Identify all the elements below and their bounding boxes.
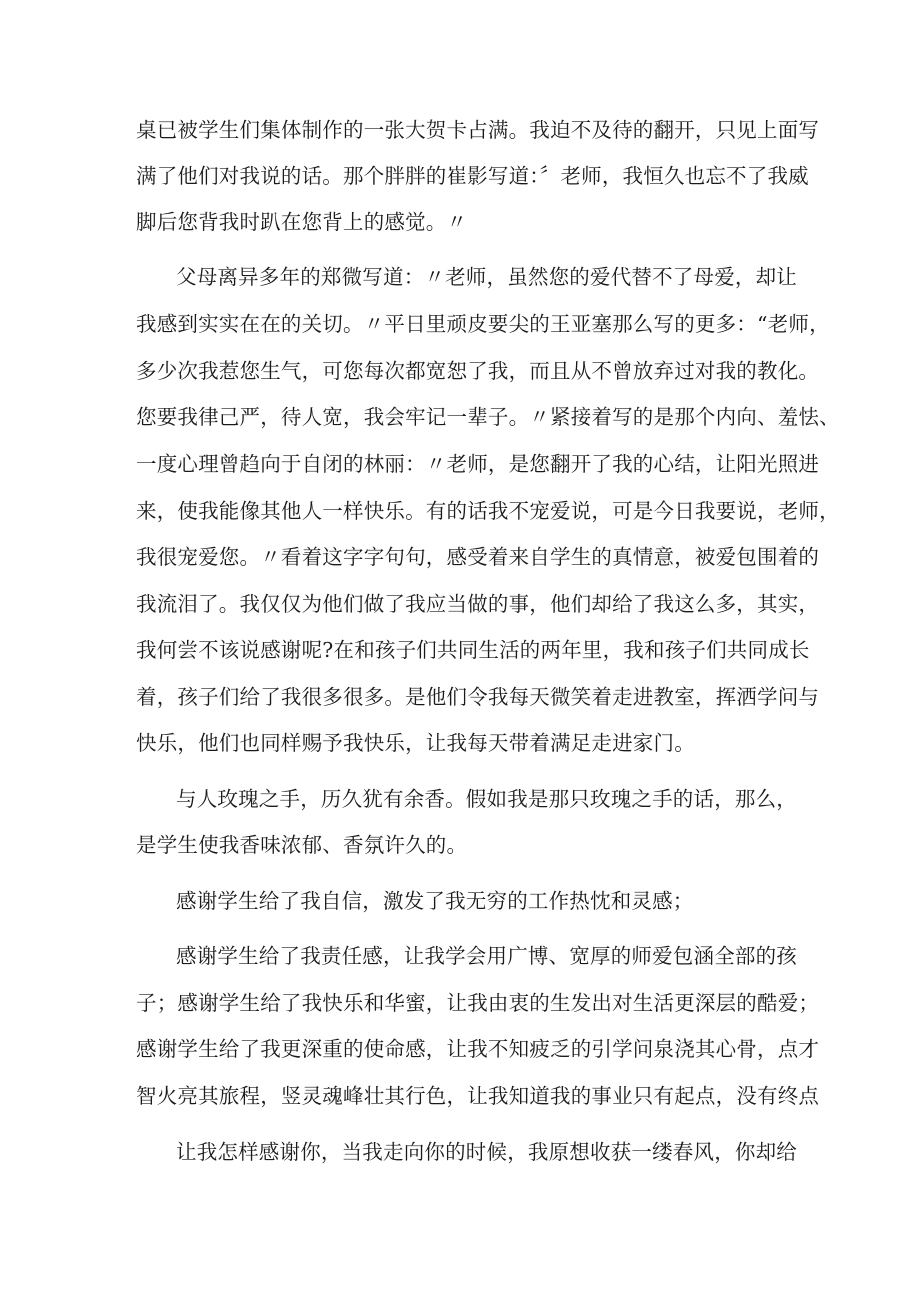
- text-line: 来，使我能像其他人一样快乐。有的话我不宠爱说，可是今日我要说，老师，: [136, 499, 840, 523]
- text-line: 满了他们对我说的话。那个胖胖的崔影写道：〞老师，我恒久也忘不了我威: [136, 164, 809, 188]
- text-line: 我流泪了。我仅仅为他们做了我应当做的事，他们却给了我这么多，其实，: [136, 592, 820, 616]
- paragraph-start-line: 感谢学生给了我责任感，让我学会用广博、宽厚的师爱包涵全部的孩: [176, 944, 797, 968]
- text-line: 我何尝不该说感谢呢?在和孩子们共同生活的两年里，我和孩子们共同成长: [136, 638, 810, 662]
- text-line: 我感到实实在在的关切。〃平日里顽皮要尖的王亚塞那么写的更多：“老师，: [136, 312, 830, 336]
- text-line: 您要我律己严，待人宽，我会牢记一辈子。〃紧接着写的是那个内向、羞怯、: [136, 405, 840, 429]
- text-line: 脚后您背我时趴在您背上的感觉。〃: [136, 210, 468, 234]
- paragraph-start-line: 感谢学生给了我自信，激发了我无穷的工作热忱和灵感；: [176, 889, 694, 913]
- text-line: 子；感谢学生给了我快乐和华蜜，让我由衷的生发出对生活更深层的酷爱；: [136, 991, 820, 1015]
- paragraph-start-line: 父母离异多年的郑微写道：〃老师，虽然您的爱代替不了母爱，却让: [176, 265, 797, 289]
- paragraph-start-line: 让我怎样感谢你，当我走向你的时候，我原想收获一缕春风，你却给: [176, 1140, 797, 1164]
- text-line: 快乐，他们也同样赐予我快乐，让我每天带着满足走进家门。: [136, 731, 695, 755]
- text-line: 感谢学生给了我更深重的使命感，让我不知疲乏的引学问泉浇其心骨，点才: [136, 1037, 820, 1061]
- paragraph-start-line: 与人玫瑰之手，历久犹有余香。假如我是那只玫瑰之手的话，那么，: [176, 787, 797, 811]
- text-line: 着，孩子们给了我很多很多。是他们令我每天微笑着走进教室，挥洒学问与: [136, 685, 820, 709]
- text-line: 桌已被学生们集体制作的一张大贺卡占满。我迫不及待的翻开，只见上面写: [136, 118, 820, 142]
- text-line: 一度心理曾趋向于自闭的林丽：〃老师，是您翻开了我的心结，让阳光照进: [136, 452, 820, 476]
- text-line: 是学生使我香味浓郁、香氛许久的。: [136, 833, 468, 857]
- text-line: 智火亮其旅程，竖灵魂峰壮其行色，让我知道我的事业只有起点，没有终点: [136, 1084, 820, 1108]
- text-line: 我很宠爱您。〃看着这字字句句，感受着来自学生的真情意，被爱包围着的: [136, 545, 820, 569]
- text-line: 多少次我惹您生气，可您每次都宽恕了我，而且从不曾放弃过对我的教化。: [136, 359, 820, 383]
